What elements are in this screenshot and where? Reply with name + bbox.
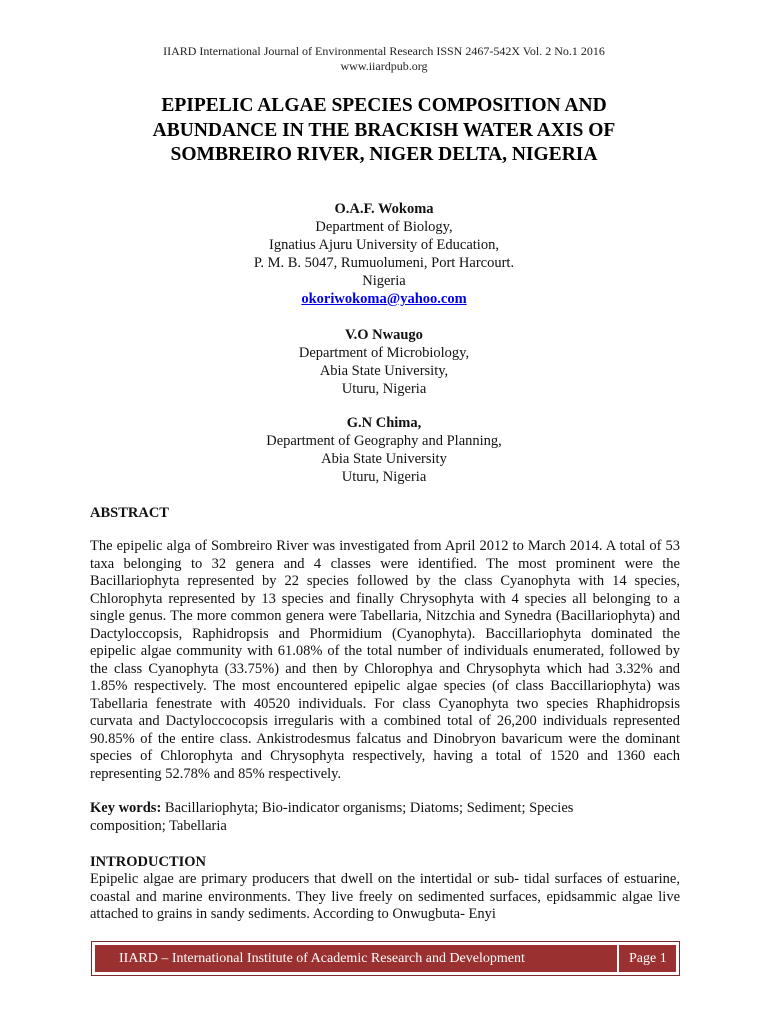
abstract-text: The epipelic alga of Sombreiro River was investigated from April 2012 to March 2014. A total of 53 taxa belonging to 32 genera and 4 classes were identified. The most prominent were the Bacillariophyta represented by 22 species followed by the class Cyanophyta with 14 species, Chlorophyta represented by 13 species and finally Chrysophyta with 4 species all belonging to a single genus. The more common genera were Tabellaria, Nitzchia and Synedra (Bacillariophyta) and Dactyloccopsis, Raphidropsis and Phormidium (Cyanophyta). Baccillariophyta dominated the epipelic algae community with 61.08% of the total number of individuals enumerated, followed by the class Cyanophyta (33.75%) and then by Chlorophya and Chrysophyta which had 3.32% and 1.85% respectively. The most encountered epipelic algae species (of class Baccillariophyta) was Tabellaria fenestrate with 40520 individuals. For class Cyanophyta two species Rhaphidropsis curvata and Dactyloccocopsis irregularis with a combined total of 26,200 individuals represented 90.85% of the entire class. Ankistrodesmus falcatus and Dinobryon bavaricum were the dominant species of Chlorophyta and Chrysophyta respectively, having a total of 1520 and 1360 each representing 52.78% and 85% respectively.	[90, 538, 680, 782]
author-block-2	[0, 326, 768, 398]
page-footer	[91, 941, 680, 976]
introduction-heading: INTRODUCTION	[90, 854, 207, 870]
author-block-1	[0, 200, 768, 308]
abstract-heading: ABSTRACT	[90, 505, 169, 521]
footer-page-number: Page 1	[619, 945, 676, 972]
footer-institute: IIARD – International Institute of Academic Research and Development	[95, 945, 617, 972]
author-affiliation-line: Uturu, Nigeria	[341, 469, 427, 485]
keywords	[90, 800, 650, 835]
author-block-3	[0, 414, 768, 486]
keywords-label: Key words:	[90, 800, 162, 816]
journal-website[interactable]: www.iiardpub.org	[340, 59, 428, 73]
author-affiliation-line: Department of Biology,	[315, 219, 453, 235]
author-affiliation-line: Abia State University	[321, 451, 447, 467]
keywords-text: Bacillariophyta; Bio-indicator organisms; Diatoms; Sediment; Species composition; Tabellaria	[90, 800, 574, 834]
author-affiliation-line: P. M. B. 5047, Rumuolumeni, Port Harcourt.	[253, 255, 515, 271]
journal-header	[0, 44, 768, 74]
author-affiliation-line: Department of Microbiology,	[298, 345, 470, 361]
author-email-link[interactable]: okoriwokoma@yahoo.com	[301, 291, 467, 307]
introduction-text: Epipelic algae are primary producers that dwell on the intertidal or sub- tidal surfaces of estuarine, coastal and marine environments. They live freely on sedimented surfaces, epidsammic algae live attached to grains in sandy sediments. According to Onwugbuta- Enyi	[90, 871, 680, 922]
author-name: O.A.F. Wokoma	[334, 201, 434, 217]
author-name: G.N Chima,	[346, 415, 422, 431]
author-name: V.O Nwaugo	[345, 327, 423, 343]
author-affiliation-line: Department of Geography and Planning,	[266, 433, 502, 449]
author-affiliation-line: Ignatius Ajuru University of Education,	[269, 237, 499, 253]
journal-line: IIARD International Journal of Environmental Research ISSN 2467-542X Vol. 2 No.1 2016	[163, 44, 605, 58]
author-affiliation-line: Abia State University,	[319, 363, 449, 379]
author-affiliation-line: Nigeria	[362, 273, 406, 289]
author-affiliation-line: Uturu, Nigeria	[341, 381, 427, 397]
paper-title: EPIPELIC ALGAE SPECIES COMPOSITION AND ABUNDANCE IN THE BRACKISH WATER AXIS OF SOMBREIRO RIVER, NIGER DELTA, NIGERIA	[152, 95, 616, 165]
